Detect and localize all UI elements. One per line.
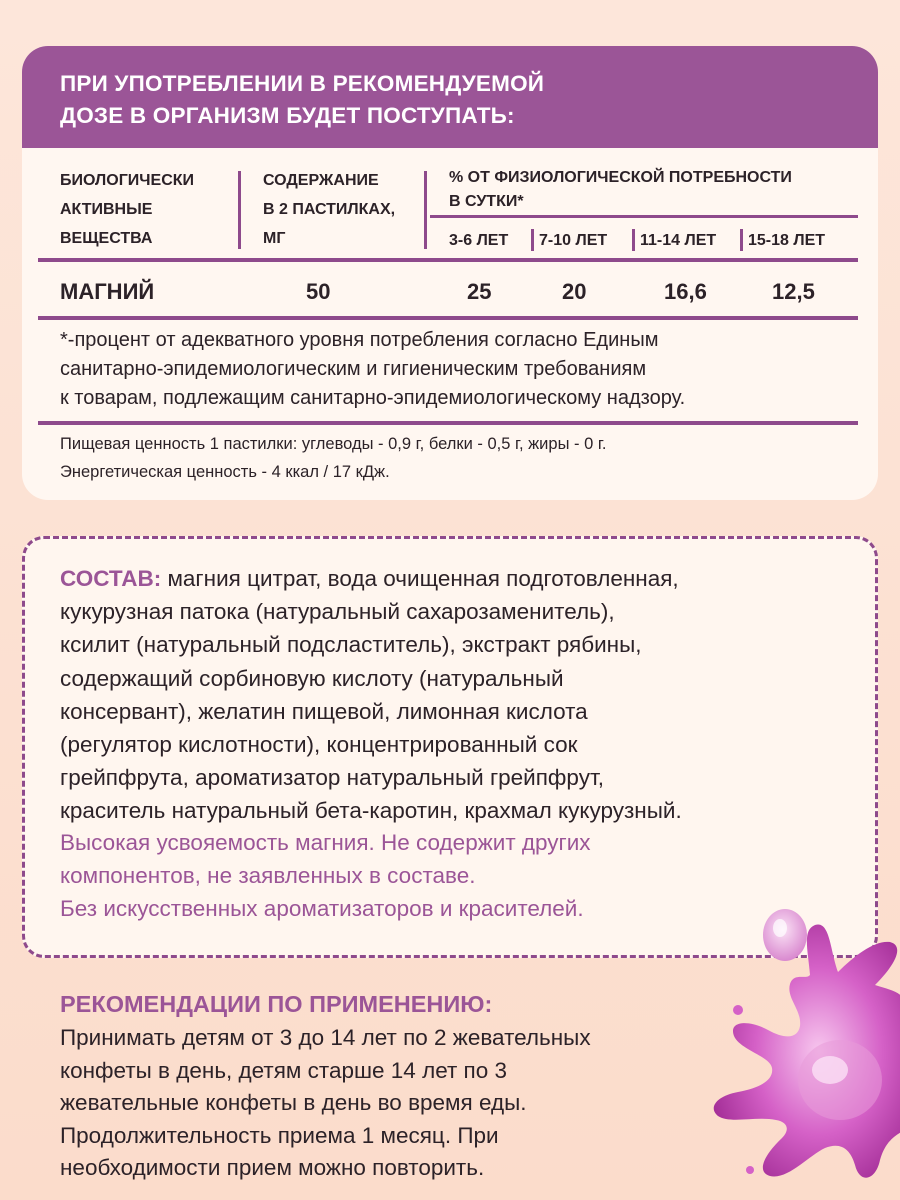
col-header-line: % ОТ ФИЗИОЛОГИЧЕСКОЙ ПОТРЕБНОСТИ	[449, 169, 792, 186]
splash-icon	[690, 880, 900, 1200]
age-group-3-6: 3-6 ЛЕТ	[449, 232, 509, 249]
table-rule-bottom	[38, 421, 858, 425]
nutrition-value	[60, 430, 606, 486]
table-rule-mid	[38, 316, 858, 320]
recommendation-line: конфеты в день, детям старше 14 лет по 3	[60, 1057, 507, 1083]
percent-header-rule	[430, 215, 858, 218]
composition-line: кукурузная патока (натуральный сахарозаменитель),	[60, 599, 615, 625]
header-title-line: ПРИ УПОТРЕБЛЕНИИ В РЕКОМЕНДУЕМОЙ	[60, 71, 545, 96]
header-title-line: ДОЗЕ В ОРГАНИЗМ БУДЕТ ПОСТУПАТЬ:	[60, 103, 515, 128]
column-divider	[238, 171, 241, 249]
age-group-15-18: 15-18 ЛЕТ	[748, 232, 826, 249]
composition-first-line: магния цитрат, вода очищенная подготовленная,	[161, 566, 679, 591]
composition-line: ксилит (натуральный подсластитель), экстракт рябины,	[60, 632, 642, 658]
footnote-line: к товарам, подлежащим санитарно-эпидемиологическому надзору.	[60, 387, 686, 409]
footnote	[60, 326, 840, 413]
age-group-7-10: 7-10 ЛЕТ	[539, 232, 608, 249]
percent-cell: 25	[467, 279, 492, 304]
col-header-content	[263, 166, 395, 253]
col-header-line: БИОЛОГИЧЕСКИ	[60, 172, 195, 189]
composition-line	[60, 562, 682, 595]
recommendation-line: необходимости прием можно повторить.	[60, 1155, 485, 1181]
recommendation-line: Продолжительность приема 1 месяц. При	[60, 1122, 499, 1148]
composition-line: консервант), желатин пищевой, лимонная кислота	[60, 698, 588, 724]
composition-line: краситель натуральный бета-каротин, крахмал кукурузный.	[60, 798, 682, 824]
benefit-text	[60, 826, 591, 926]
footnote-line: санитарно-эпидемиологическим и гигиеническим требованиям	[60, 358, 647, 380]
composition-line: грейпфрута, ароматизатор натуральный грейпфрут,	[60, 765, 605, 791]
recommendations-title: РЕКОМЕНДАЦИИ ПО ПРИМЕНЕНИЮ:	[60, 991, 493, 1017]
col-header-percent	[449, 166, 792, 214]
col-header-line: МГ	[263, 230, 286, 247]
content-cell: 50	[306, 279, 331, 304]
age-divider	[531, 229, 534, 251]
recommendation-line: жевательные конфеты в день во время еды.	[60, 1090, 527, 1116]
percent-cell: 20	[562, 279, 587, 304]
nutrition-line: Пищевая ценность 1 пастилки: углеводы - 0,9 г, белки - 0,5 г, жиры - 0 г.	[60, 435, 607, 453]
col-header-line: ВЕЩЕСТВА	[60, 230, 153, 247]
nutrition-line: Энергетическая ценность - 4 ккал / 17 кДж.	[60, 463, 390, 481]
composition-line: содержащий сорбиновую кислоту (натуральный	[60, 665, 564, 691]
footnote-line: *-процент от адекватного уровня потребления согласно Единым	[60, 329, 659, 351]
col-header-line: В 2 ПАСТИЛКАХ,	[263, 201, 396, 218]
column-divider	[424, 171, 427, 249]
col-header-line: В СУТКИ*	[449, 193, 524, 210]
composition-text	[60, 562, 682, 828]
percent-cell: 12,5	[772, 279, 815, 304]
composition-label: СОСТАВ:	[60, 566, 162, 591]
composition-line: (регулятор кислотности), концентрированный сок	[60, 732, 578, 758]
card-header	[22, 46, 878, 148]
age-divider	[740, 229, 743, 251]
percent-cell: 16,6	[664, 279, 707, 304]
substance-cell: МАГНИЙ	[60, 279, 155, 304]
recommendations-text	[60, 1022, 591, 1185]
table-rule-top	[38, 258, 858, 262]
age-group-11-14: 11-14 ЛЕТ	[640, 232, 717, 249]
col-header-substances	[60, 166, 194, 253]
benefit-line: Высокая усвояемость магния. Не содержит других	[60, 830, 591, 855]
col-header-line: СОДЕРЖАНИЕ	[263, 172, 379, 189]
recommendation-line: Принимать детям от 3 до 14 лет по 2 жевательных	[60, 1025, 591, 1050]
age-divider	[632, 229, 635, 251]
col-header-line: АКТИВНЫЕ	[60, 201, 153, 218]
benefit-line: Без искусственных ароматизаторов и красителей.	[60, 896, 584, 922]
benefit-line: компонентов, не заявленных в составе.	[60, 863, 476, 889]
